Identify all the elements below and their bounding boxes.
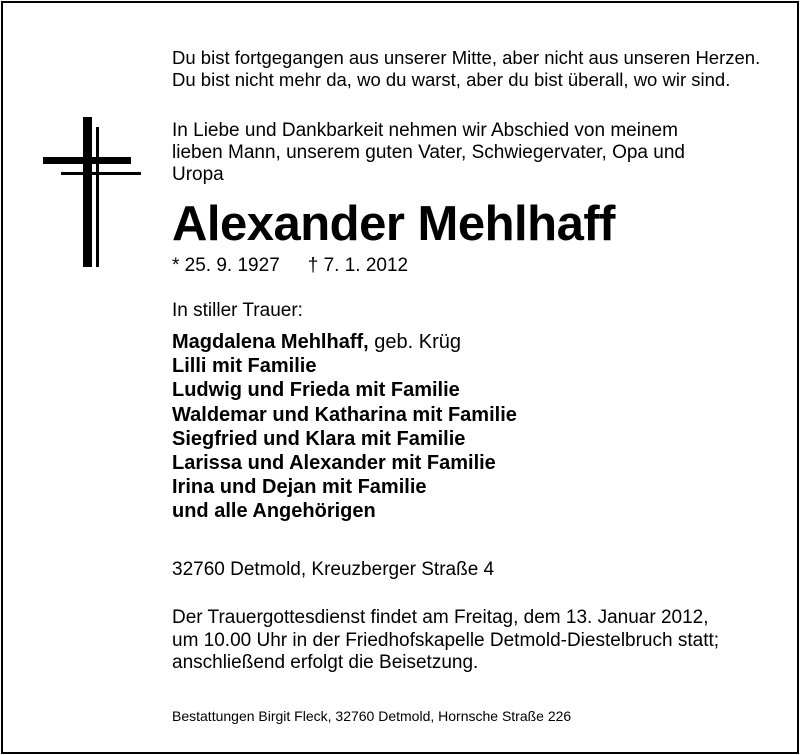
mourner-entry: und alle Angehörigen	[172, 500, 376, 523]
motto-verse	[172, 47, 760, 91]
mourner-entry: Waldemar und Katharina mit Familie	[172, 403, 517, 426]
death-date: † 7. 1. 2012	[307, 255, 409, 276]
mourner-entry: Siegfried und Klara mit Familie	[172, 427, 466, 450]
intro-line: lieben Mann, unserem guten Vater, Schwiegervater, Opa und	[172, 142, 685, 163]
motto-line: Du bist fortgegangen aus unserer Mitte, aber nicht aus unseren Herzen.	[172, 47, 761, 68]
widow-maiden-name: geb. Krüg	[368, 331, 461, 353]
mourning-label: In stiller Trauer:	[172, 300, 303, 321]
mourner-entry: Ludwig und Frieda mit Familie	[172, 379, 460, 402]
undertaker-info: Bestattungen Birgit Fleck, 32760 Detmold, Hornsche Straße 226	[172, 708, 572, 724]
deceased-name: Alexander Mehlhaff	[172, 197, 615, 251]
mourner-widow	[172, 330, 517, 354]
mourner-entry: Larissa und Alexander mit Familie	[172, 452, 496, 475]
birth-date: * 25. 9. 1927	[172, 255, 280, 276]
funeral-service-info	[172, 607, 719, 675]
family-address: 32760 Detmold, Kreuzberger Straße 4	[172, 559, 495, 580]
mourners-list	[172, 330, 517, 524]
motto-line: Du bist nicht mehr da, wo du warst, aber du bist überall, wo wir sind.	[172, 69, 731, 90]
service-line: anschließend erfolgt die Beisetzung.	[172, 652, 479, 673]
service-line: um 10.00 Uhr in der Friedhofskapelle Detmold-Diestelbruch statt;	[172, 629, 720, 651]
mourner-entry: Irina und Dejan mit Familie	[172, 476, 427, 499]
farewell-intro	[172, 120, 685, 186]
service-line: Der Trauergottesdienst findet am Freitag, dem 13. Januar 2012,	[172, 607, 709, 628]
widow-name: Magdalena Mehlhaff,	[172, 331, 369, 353]
mourner-entry: Lilli mit Familie	[172, 355, 317, 378]
intro-line: Uropa	[172, 164, 224, 185]
life-dates	[172, 254, 408, 278]
intro-line: In Liebe und Dankbarkeit nehmen wir Abschied von meinem	[172, 120, 678, 141]
